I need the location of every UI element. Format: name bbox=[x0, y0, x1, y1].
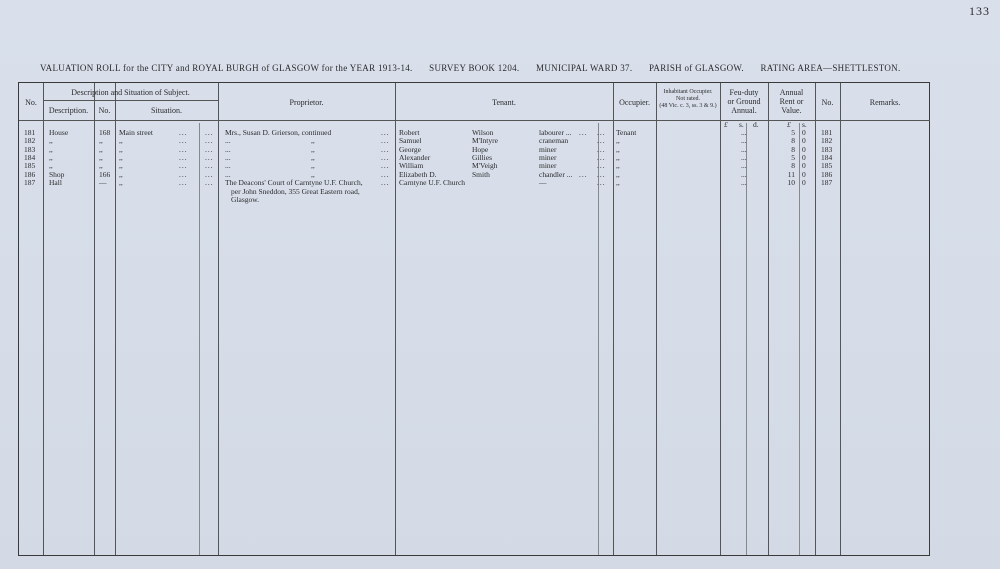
col-header-no: No. bbox=[25, 98, 37, 107]
row-cell-proprietor: ... bbox=[225, 169, 231, 179]
row-cell-trade: labourer ... bbox=[539, 128, 572, 137]
dot-leader: ... bbox=[179, 144, 188, 154]
row-cell-first: Samuel bbox=[399, 136, 422, 146]
row-cell-trade: — bbox=[539, 177, 547, 187]
row-cell-trade: chandler ... bbox=[539, 169, 573, 179]
col-header-no2: No. bbox=[98, 106, 111, 115]
rent-shilling-sign: s. bbox=[802, 120, 807, 129]
col-header-inhabitant: Inhabitant Occupier. Not rated. (48 Vic. c. 3, ss. 3 & 9.) bbox=[659, 89, 717, 109]
row-cell-shillings: 0 bbox=[802, 128, 806, 137]
row-cell-no-right: 181 bbox=[821, 128, 833, 137]
col-rule bbox=[799, 123, 800, 555]
header-subrule bbox=[43, 100, 218, 101]
dot-leader: ... bbox=[597, 161, 606, 171]
row-cell-desc: House bbox=[49, 128, 69, 137]
row-cell-shillings: 0 bbox=[802, 177, 806, 187]
row-cell-occupier: Tenant bbox=[616, 128, 637, 137]
row-cell-proprietor: ... bbox=[225, 136, 231, 146]
ledger-table bbox=[18, 82, 930, 556]
row-cell-surname: Smith bbox=[472, 169, 490, 179]
dot-leader: ... bbox=[597, 152, 606, 162]
dot-leader: ... bbox=[205, 161, 214, 171]
proprietor-extra-line: Glasgow. bbox=[231, 195, 260, 205]
row-cell-num: ,, bbox=[99, 152, 103, 162]
dot-leader: ... bbox=[597, 128, 606, 137]
dot-leader: ... bbox=[579, 128, 588, 137]
col-header-remarks: Remarks. bbox=[869, 98, 901, 107]
col-header-description: Description. bbox=[48, 106, 89, 115]
row-cell-surname: Hope bbox=[472, 144, 489, 154]
dot-leader: ... bbox=[597, 136, 606, 146]
row-cell-no-right: 186 bbox=[821, 169, 833, 179]
col-rule bbox=[598, 123, 599, 555]
row-cell-no: 186 bbox=[24, 169, 36, 179]
col-header-situation: Situation. bbox=[151, 106, 182, 115]
row-cell-no-right: 185 bbox=[821, 161, 833, 171]
row-cell-num: 168 bbox=[99, 128, 111, 137]
col-header-tenant: Tenant. bbox=[492, 98, 516, 107]
dot-leader: ... bbox=[579, 169, 588, 179]
row-cell-surname: Gillies bbox=[472, 152, 492, 162]
dot-leader: ... bbox=[205, 152, 214, 162]
row-cell-proprietor: The Deacons' Court of Carntyne U.F. Church, bbox=[225, 177, 363, 187]
col-rule bbox=[768, 83, 769, 555]
heading-survey: SURVEY BOOK 1204. bbox=[429, 63, 520, 73]
row-cell-trade: miner bbox=[539, 144, 557, 154]
col-rule bbox=[199, 123, 200, 555]
row-cell-proprietor: ... bbox=[225, 152, 231, 162]
row-cell-pounds: 11 bbox=[787, 169, 795, 179]
row-cell-first: William bbox=[399, 161, 424, 171]
dot-leader: ... bbox=[381, 136, 390, 146]
row-cell-situation: ,, bbox=[119, 144, 123, 154]
dot-leader: ... bbox=[597, 144, 606, 154]
col-header-proprietor: Proprietor. bbox=[289, 98, 324, 107]
heading-parish: PARISH of GLASGOW. bbox=[648, 63, 744, 73]
col-rule bbox=[395, 83, 396, 555]
dot-leader: ... bbox=[179, 128, 188, 137]
row-cell-desc: ,, bbox=[49, 152, 53, 162]
row-cell-occupier: ,, bbox=[616, 136, 620, 146]
row-cell-shillings: 0 bbox=[802, 152, 806, 162]
row-cell-num: ,, bbox=[99, 161, 103, 171]
row-cell-surname: M'Veigh bbox=[472, 161, 498, 171]
proprietor-ditto: ,, bbox=[311, 144, 315, 154]
row-cell-no: 183 bbox=[24, 144, 36, 154]
proprietor-ditto: ,, bbox=[311, 152, 315, 162]
row-cell-first: Alexander bbox=[399, 152, 431, 162]
row-cell-trade: miner bbox=[539, 161, 557, 171]
dot-leader: ... bbox=[179, 136, 188, 146]
row-cell-no-right: 187 bbox=[821, 177, 833, 187]
row-cell-desc: Shop bbox=[49, 169, 65, 179]
col-header-desc-group: Description and Situation of Subject. bbox=[71, 88, 190, 97]
row-cell-num: ,, bbox=[99, 136, 103, 146]
row-cell-num: ,, bbox=[99, 144, 103, 154]
row-cell-no-right: 183 bbox=[821, 144, 833, 154]
col-rule bbox=[656, 83, 657, 555]
header-rule bbox=[19, 120, 930, 121]
row-cell-pounds: 10 bbox=[787, 177, 795, 187]
col-header-feu: Feu-duty or Ground Annual. bbox=[727, 88, 761, 115]
col-rule bbox=[115, 83, 116, 555]
dot-leader: ... bbox=[179, 169, 188, 179]
col-rule bbox=[720, 83, 721, 555]
row-cell-surname: M'Intyre bbox=[472, 136, 498, 146]
row-cell-feu: ... bbox=[741, 177, 747, 187]
dot-leader: ... bbox=[381, 177, 390, 187]
feu-pound-sign: £ bbox=[724, 120, 728, 129]
row-cell-shillings: 0 bbox=[802, 144, 806, 154]
feu-pence-sign: d. bbox=[753, 120, 759, 129]
proprietor-ditto: ,, bbox=[311, 161, 315, 171]
row-cell-occupier: ,, bbox=[616, 169, 620, 179]
row-cell-pounds: 8 bbox=[791, 161, 795, 171]
roll-heading bbox=[40, 63, 940, 73]
row-cell-no: 187 bbox=[24, 177, 36, 187]
row-cell-proprietor: ... bbox=[225, 161, 231, 171]
col-header-no-right: No. bbox=[821, 98, 834, 107]
dot-leader: ... bbox=[205, 144, 214, 154]
row-cell-pounds: 5 bbox=[791, 152, 795, 162]
col-header-occupier: Occupier. bbox=[619, 98, 650, 107]
row-cell-shillings: 0 bbox=[802, 136, 806, 146]
row-cell-no: 184 bbox=[24, 152, 36, 162]
row-cell-occupier: ,, bbox=[616, 152, 620, 162]
row-cell-desc: ,, bbox=[49, 161, 53, 171]
row-cell-situation: ,, bbox=[119, 161, 123, 171]
row-cell-pounds: 8 bbox=[791, 144, 795, 154]
row-cell-situation: ,, bbox=[119, 152, 123, 162]
row-cell-situation: ,, bbox=[119, 136, 123, 146]
row-cell-desc: ,, bbox=[49, 144, 53, 154]
row-cell-situation: ,, bbox=[119, 169, 123, 179]
col-rule bbox=[218, 83, 219, 555]
row-cell-first: Robert bbox=[399, 128, 420, 137]
row-cell-proprietor: ... bbox=[225, 144, 231, 154]
row-cell-occupier: ,, bbox=[616, 144, 620, 154]
dot-leader: ... bbox=[205, 169, 214, 179]
dot-leader: ... bbox=[381, 152, 390, 162]
feu-shilling-sign: s. bbox=[739, 120, 744, 129]
row-cell-desc: Hall bbox=[49, 177, 62, 187]
row-cell-pounds: 5 bbox=[791, 128, 795, 137]
col-rule bbox=[815, 83, 816, 555]
row-cell-feu: ... bbox=[741, 169, 747, 179]
dot-leader: ... bbox=[179, 177, 188, 187]
dot-leader: ... bbox=[179, 152, 188, 162]
heading-rating: RATING AREA—SHETTLESTON. bbox=[760, 63, 901, 73]
row-cell-first: Carntyne U.F. Church bbox=[399, 177, 466, 187]
row-cell-num: 166 bbox=[99, 169, 111, 179]
row-cell-no: 185 bbox=[24, 161, 36, 171]
row-cell-feu: ... bbox=[741, 161, 747, 171]
row-cell-surname: Wilson bbox=[472, 128, 494, 137]
heading-ward: MUNICIPAL WARD 37. bbox=[536, 63, 633, 73]
page-number: 133 bbox=[969, 4, 990, 18]
row-cell-first: George bbox=[399, 144, 421, 154]
row-cell-shillings: 0 bbox=[802, 169, 806, 179]
dot-leader: ... bbox=[381, 144, 390, 154]
row-cell-first: Elizabeth D. bbox=[399, 169, 437, 179]
row-cell-trade: craneman bbox=[539, 136, 569, 146]
col-header-rent: Annual Rent or Value. bbox=[779, 88, 804, 115]
row-cell-pounds: 8 bbox=[791, 136, 795, 146]
dot-leader: ... bbox=[179, 161, 188, 171]
row-cell-feu: ... bbox=[741, 136, 747, 146]
row-cell-no-right: 184 bbox=[821, 152, 833, 162]
col-rule bbox=[840, 83, 841, 555]
heading-valuation: VALUATION ROLL for the CITY and ROYAL BURGH of GLASGOW for the YEAR 1913-14. bbox=[40, 63, 413, 73]
row-cell-situation: ,, bbox=[119, 177, 123, 187]
row-cell-shillings: 0 bbox=[802, 161, 806, 171]
row-cell-feu: ... bbox=[741, 128, 747, 137]
col-rule bbox=[43, 83, 44, 555]
row-cell-proprietor: Mrs., Susan D. Grierson, continued bbox=[225, 128, 332, 137]
col-rule bbox=[746, 123, 747, 555]
dot-leader: ... bbox=[597, 169, 606, 179]
row-cell-feu: ... bbox=[741, 152, 747, 162]
proprietor-ditto: ,, bbox=[311, 136, 315, 146]
row-cell-occupier: ,, bbox=[616, 161, 620, 171]
row-cell-trade: miner bbox=[539, 152, 557, 162]
row-cell-situation: Main street bbox=[119, 128, 153, 137]
row-cell-num: — bbox=[99, 177, 107, 187]
proprietor-extra-line: per John Sneddon, 355 Great Eastern road, bbox=[231, 187, 360, 196]
dot-leader: ... bbox=[381, 169, 390, 179]
row-cell-no: 182 bbox=[24, 136, 36, 146]
row-cell-feu: ... bbox=[741, 144, 747, 154]
row-cell-no: 181 bbox=[24, 128, 36, 137]
rent-pound-sign: £ bbox=[787, 120, 791, 129]
dot-leader: ... bbox=[381, 128, 390, 137]
row-cell-desc: ,, bbox=[49, 136, 53, 146]
row-cell-occupier: ,, bbox=[616, 177, 620, 187]
dot-leader: ... bbox=[381, 161, 390, 171]
col-rule bbox=[613, 83, 614, 555]
dot-leader: ... bbox=[597, 177, 606, 187]
dot-leader: ... bbox=[205, 177, 214, 187]
dot-leader: ... bbox=[205, 136, 214, 146]
proprietor-ditto: ,, bbox=[311, 169, 315, 179]
col-rule bbox=[94, 83, 95, 555]
row-cell-no-right: 182 bbox=[821, 136, 833, 146]
dot-leader: ... bbox=[205, 128, 214, 137]
